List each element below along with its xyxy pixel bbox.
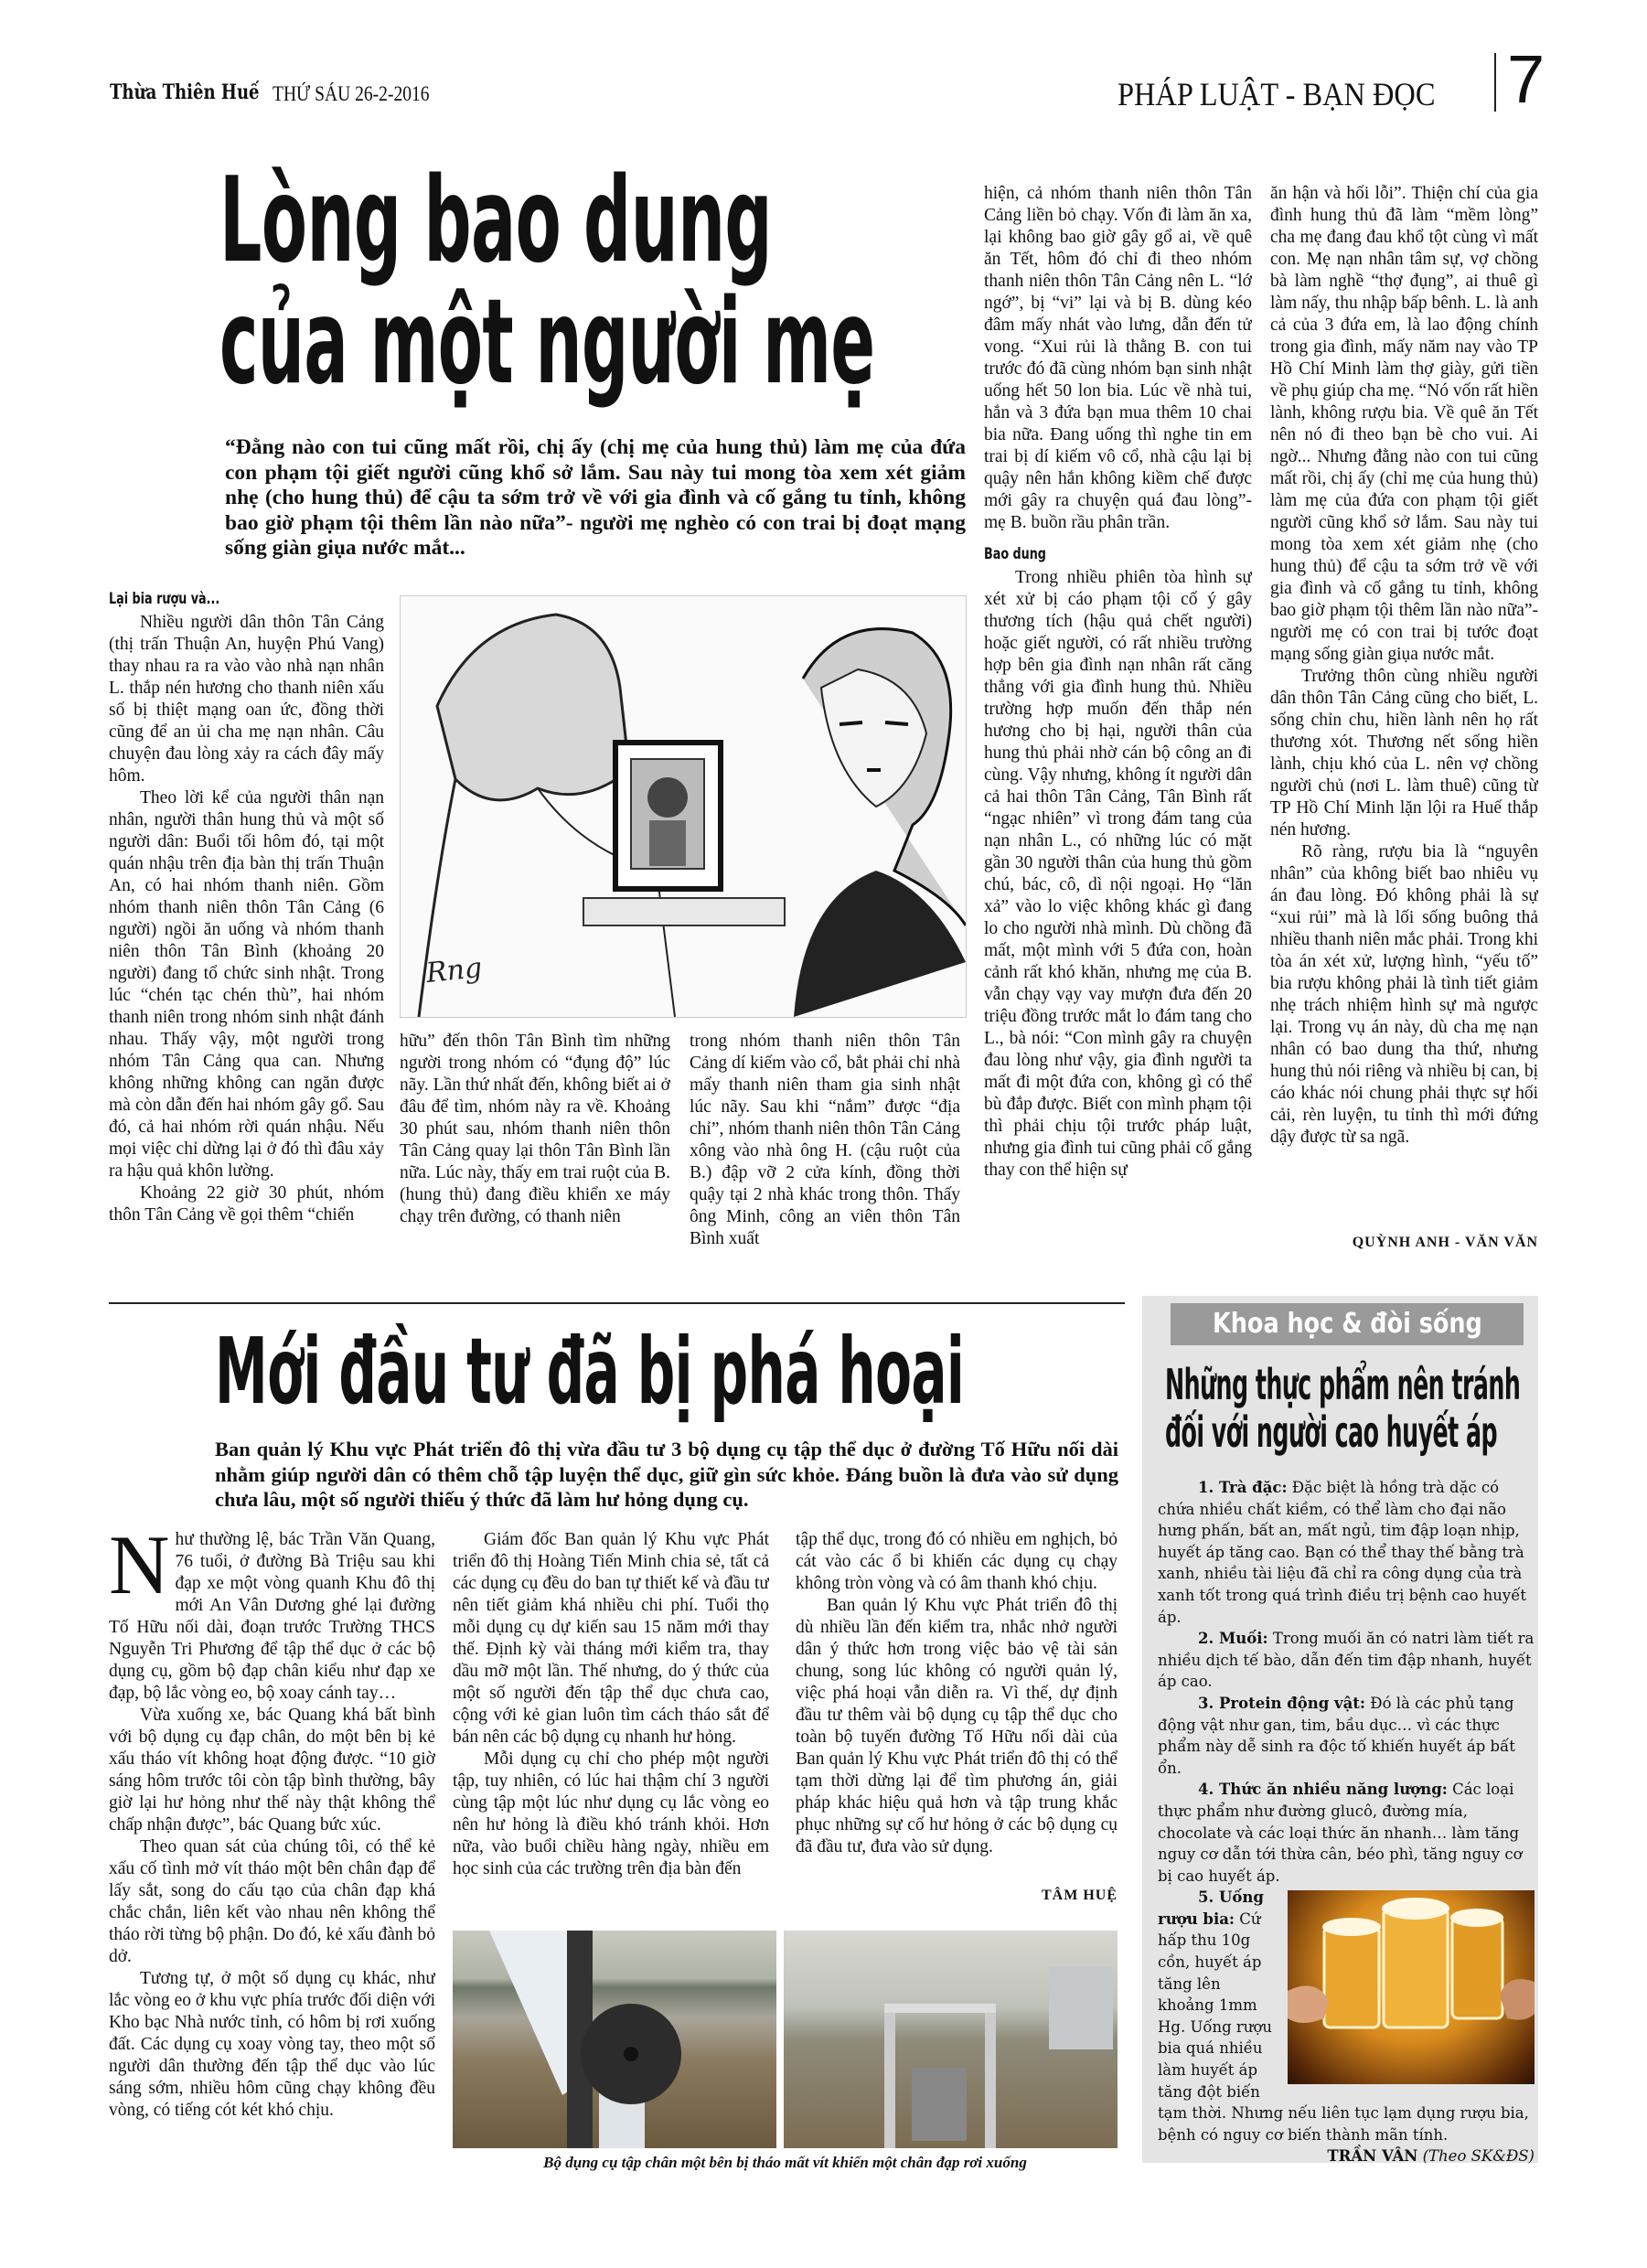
paragraph: Tương tự, ở một số dụng cụ khác, như lắc vòng eo ở khu vực phía trước đối diện với Kho bạc Nhà nước tỉnh, có hôm bị rơi xuống đất. Các dụng cụ xoay vòng tay, theo một số người dân thường đến tập thể dục vào lúc sáng sớm, nhiều hôm cũng chạy không đều vòng, có tiếng cót két khó chịu.	[109, 1969, 435, 2120]
article1-column-3	[690, 1031, 960, 1250]
article1-column-2	[400, 1031, 670, 1250]
sidebar-item	[1158, 1628, 1535, 1693]
photo-caption: Bộ dụng cụ tập chân một bên bị tháo mất vít khiến một chân đạp rơi xuống	[543, 2154, 1027, 2171]
drop-cap: N	[109, 1529, 170, 1611]
article1-column-5	[1270, 183, 1538, 1235]
article2-title: Mới đầu tư đã bị phá hoại	[215, 1318, 965, 1425]
item-text: Trong muối ăn có natri làm tiết ra nhiều dịch tế bào, dẫn đến tim đập nhanh, huyết áp cao.	[1158, 1630, 1535, 1691]
item-text: Đó là các phủ tạng động vật như gan, tim, bầu dục… vì các thực phẩm này dễ sinh ra độc tố khiến huyết áp bất ổn.	[1158, 1694, 1515, 1777]
page-number: 7	[1507, 41, 1545, 117]
article2-column-3	[796, 1529, 1118, 1895]
article2-lead: Ban quản lý Khu vực Phát triển đô thị vừa đầu tư 3 bộ dụng cụ tập thể dục ở đường Tố Hữu nối dài nhằm giúp người dân có thêm chỗ tập luyện thể dục, giữ gìn sức khỏe. Đáng buồn là đưa vào sử dụng chưa lâu, một số người thiếu ý thức đã làm hư hỏng dụng cụ.	[215, 1438, 1118, 1511]
paragraph-text: hư thường lệ, bác Trần Văn Quang, 76 tuổi, ở đường Bà Triệu sau khi đạp xe một vòng quanh Khu đô thị mới An Vân Dương ghé lại đường Tố Hữu nối dài, đoạn trước Trường THCS Nguyễn Tri Phương để tập thể dục ở các bộ dụng cụ, gồm bộ đạp chân kiểu như đạp xe đạp, bộ lắc vòng eo, bộ xoay cánh tay…	[109, 1530, 435, 1703]
item-text: Cứ hấp thu 10g cồn, huyết áp tăng lên khoảng 1mm Hg. Uống rượu bia quá nhiều làm huyết áp tăng đột biến tạm thời. Nhưng nếu liên tục lạm dụng rượu bia, bệnh có nguy cơ biến thành mãn tính.	[1158, 1910, 1529, 2144]
masthead: Thừa Thiên Huế	[110, 80, 260, 104]
paragraph: trong nhóm thanh niên thôn Tân Cảng dí kiếm vào cổ, bắt phải chỉ nhà mấy thanh niên tham gia sinh nhật lúc nãy. Sau khi “nắm” được “địa chỉ”, nhóm thanh niên thôn Tân Cảng xông vào nhà ông H. (cậu ruột của B.) đập vỡ 2 cửa kính, đồng thời quậy tại 2 nhà khác trong thôn. Thấy ông Minh, công an viên thôn Tân Bình xuất	[690, 1032, 960, 1248]
paragraph: Trưởng thôn cùng nhiều người dân thôn Tân Cảng cũng cho biết, L. sống chỉn chu, hiền lành nên họ rất thương xót. Thương nết sống hiền lành, chịu khó của L. nên vợ chồng người chủ (nơi L. làm thuê) cũng từ TP Hồ Chí Minh lặn lội ra Huế thắp nén hương.	[1270, 667, 1538, 840]
mother-sketch-icon	[401, 596, 966, 1017]
article1-illustration	[400, 595, 967, 1018]
paragraph: Theo quan sát của chúng tôi, có thể kẻ xấu cố tình mở vít tháo một bên chân đạp để lấy sắt, song do cấu tạo của chân đạp khá chắc chắn, liên kết vào nhau nên không thể tháo rời từng bộ phận. Do đó, kẻ xấu đành bỏ dở.	[109, 1837, 435, 1966]
paragraph: tập thể dục, trong đó có nhiều em nghịch, bỏ cát vào các ổ bi khiến các dụng cụ chạy không tròn vòng và có âm thanh khó chịu.	[796, 1530, 1118, 1593]
article2-column-1	[109, 1529, 435, 2169]
sidebar-item	[1158, 1477, 1535, 1628]
article2-byline: TÂM HUỆ	[1042, 1888, 1118, 1903]
paragraph: Giám đốc Ban quản lý Khu vực Phát triển đô thị Hoàng Tiến Minh chia sẻ, tất cả các dụng cụ đều do ban tự thiết kế và đầu tư nên tiết giảm khá nhiều chi phí. Tuổi thọ mỗi dụng cụ dự kiến sau 15 năm mới thay thế. Định kỳ vài tháng mới kiểm tra, thay dầu mỡ một lần. Thế nhưng, do ý thức của một số người đến tập thể dục chưa cao, cộng với kẻ gian luôn tìm cách tháo sắt để bán nên các bộ dụng cụ nhanh hư hỏng.	[453, 1530, 769, 1747]
article1-subhead-2: Bao dung	[984, 545, 1046, 563]
illustration-signature: Rng	[424, 951, 484, 990]
section-divider	[109, 1302, 1125, 1304]
item-label: 3. Protein động vật:	[1198, 1694, 1366, 1712]
paragraph: Ban quản lý Khu vực Phát triển đô thị dù nhiều lần đến kiểm tra, nhắc nhở người dân ý thức hơn trong việc bảo vệ tài sản chung, song lúc không có người quản lý, việc phá hoại vẫn diễn ra. Vì thế, dự định đầu tư thêm vài bộ dụng cụ tập thể dục cho toàn bộ tuyến đường Tố Hữu nối dài của Ban quản lý Khu vực Phát triển đô thị có thể tạm thời dừng lại để tìm phương án, giải pháp khác hiệu quả hơn và tập trung khắc phục những sự cố hư hỏng ở các bộ dụng cụ đã đầu tư, đưa vào sử dụng.	[796, 1596, 1118, 1856]
article1-byline: QUỲNH ANH - VĂN VĂN	[1352, 1235, 1538, 1250]
sidebar-item	[1158, 1779, 1535, 1887]
equipment-photo-wide	[784, 1931, 1118, 2148]
item-text: Các loại thực phẩm như đường glucô, đường mía, chocolate và các loại thức ăn nhanh… làm tăng nguy cơ dẫn tới thừa cân, béo phì, tăng nguy cơ bị cao huyết áp.	[1158, 1781, 1523, 1885]
item-label: 5. Uống rượu bia:	[1158, 1888, 1264, 1928]
article2-column-2	[453, 1529, 769, 1913]
header-divider	[1494, 53, 1496, 112]
sidebar-category-tag	[1171, 1303, 1524, 1345]
item-label: 1. Trà đặc:	[1198, 1479, 1288, 1496]
article1-title-line1: Lòng bao dung	[219, 153, 773, 289]
sidebar-item	[1158, 1693, 1535, 1779]
sidebar-title-line1: Những thực phẩm nên tránh	[1165, 1360, 1521, 1409]
item-text: Đặc biệt là hồng trà dặc có chứa nhiều chất kiềm, có thể làm cho đại não hưng phấn, bất an, mất ngủ, tim đập loạn nhịp, huyết áp tăng cao. Bạn có thể thay thế bằng trà xanh, nhiều tài liệu đã chỉ ra công dụng của trà xanh tốt trong quá trình điều trị bệnh cao huyết áp.	[1158, 1479, 1527, 1626]
paragraph: Vừa xuống xe, bác Quang khá bất bình với bộ dụng cụ đạp chân, do một bên bị kẻ xấu tháo vít không hoạt động được. “10 giờ sáng hôm trước tôi còn tập bình thường, bây giờ lại hư hỏng như thế này thật không thể chấp nhận được”, bác Quang bức xúc.	[109, 1706, 435, 1835]
paragraph: Khoảng 22 giờ 30 phút, nhóm thôn Tân Cảng về gọi thêm “chiến	[109, 1183, 384, 1225]
item-label: 2. Muối:	[1198, 1630, 1268, 1648]
beer-mugs-icon	[1288, 1890, 1535, 2084]
exercise-machine-icon	[784, 1931, 1118, 2148]
sidebar-source: (Theo SK&ĐS)	[1422, 2147, 1535, 2166]
equipment-photo-closeup	[453, 1931, 776, 2148]
paragraph: Rõ ràng, rượu bia là “nguyên nhân” của không biết bao nhiêu vụ án đau lòng. Đó không phải là sự “xui rủi” mà là lối sống buông thả nhiều thanh niên mắc phải. Trong khi tòa án xét xử, lượng hình, “yếu tố” bia rượu không phải là tình tiết giảm nhẹ trách nhiệm hình sự mà ngược lại. Trong vụ án này, dù cha mẹ nạn nhân có bao dung tha thứ, nhưng hung thủ nói riêng và nhiều bị can, bị cáo khác nói chung phải thực sự hối cải, rèn luyện, tu tỉnh thì mới đứng dậy được từ sa ngã.	[1270, 842, 1538, 1147]
paragraph: Trong nhiều phiên tòa hình sự xét xử bị cáo phạm tội cố ý gây thương tích (hậu quả chết người) hoặc giết người, có rất nhiều trường hợp bên gia đình nạn nhân rất căng thẳng với gia đình hung thủ. Nhiều trường hợp muốn đến thắp nén hương cho bị hại, người thân của hung thủ phải nhờ cán bộ công an đi cùng. Vậy nhưng, không ít người dân cả hai thôn Tân Cảng, Tân Bình rất “ngạc nhiên” vì trong đám tang của nạn nhân L., có những lúc có mặt gần 30 người thân của hung thủ gồm chú, bác, cô, dì nội ngoại. Họ “lăn xả” vào lo việc không khác gì đang lo cho người nhà mình. Dù chồng đã mất, một mình với 5 đứa con, hoàn cảnh rất khó khăn, nhưng mẹ của B. vẫn chạy vạy vay mượn đưa đến 20 triệu đồng trước mắt lo đám tang cho L., bà nói: “Con mình gây ra chuyện đau lòng như vậy, gia đình người ta mất đi một đứa con, không gì có thể bù đắp được. Biết con mình phạm tội thì phải chịu tội trước pháp luật, nhưng gia đình tui cũng phải cố gắng thay con thể hiện sự	[984, 568, 1252, 1180]
sidebar-byline	[1158, 2145, 1535, 2167]
paragraph	[109, 1529, 435, 1705]
article1-column-1	[109, 588, 384, 1251]
issue-date: THỨ SÁU 26-2-2016	[273, 82, 430, 105]
paragraph: hiện, cả nhóm thanh niên thôn Tân Cảng liền bỏ chạy. Vốn đi làm ăn xa, lại không bao giờ gây gổ ai, về quê ăn Tết, hôm đó chỉ đi theo nhóm thanh niên thôn Tân Cảng nên L. “lớ ngớ”, bị “vі” lại và bị B. dùng kéo đâm mấy nhát vào lưng, dẫn đến tử vong. “Xui rủi là thằng B. con tui trước đó đã cùng nhóm bạn sinh nhật uống hết 50 lon bia. Lúc về nhà tui, hắn và 3 đứa bạn mua thêm 10 chai bia nữa. Đang uống thì nghe tin em trai bị dí kiếm vô cổ, nhà cậu lại bị quậy nên hắn không kiềm chế được mới gây ra chuyện quá đau lòng”- mẹ B. buồn rầu phân trần.	[984, 184, 1252, 532]
article1-title-line2: của một người mẹ	[219, 274, 875, 411]
beer-toast-photo	[1288, 1890, 1535, 2084]
sidebar-author: TRẦN VÂN	[1327, 2147, 1418, 2166]
section-title: PHÁP LUẬT - BẠN ĐỌC	[1118, 76, 1436, 112]
item-label: 4. Thức ăn nhiều năng lượng:	[1198, 1781, 1448, 1799]
sidebar-tag-label: Khoa học & đòi sống	[1212, 1308, 1482, 1340]
article1-lead: “Đằng nào con tui cũng mất rồi, chị ấy (chị mẹ của hung thủ) làm mẹ của đứa con phạm tội giết người cũng khổ sở lắm. Sau này tui mong tòa xem xét giảm nhẹ (cho hung thủ) để cậu ta sớm trở về với gia đình và cố gắng tu tỉnh, không bao giờ phạm tội thêm lần nào nữa”- người mẹ nghèo có con trai bị đoạt mạng sống giàn giụa nước mắt...	[225, 435, 966, 560]
article1-subhead: Lại bia rượu và...	[109, 590, 220, 608]
paragraph: Mỗi dụng cụ chỉ cho phép một người tập, tuy nhiên, có lúc hai thậm chí 3 người cùng tập một lúc như dụng cụ lắc vòng eo nên hư hỏng là điều khó tránh khỏi. Hơn nữa, vào buổi chiều hàng ngày, nhiều em học sinh của các trường trên địa bàn đến	[453, 1749, 769, 1878]
pedal-joint-icon	[453, 1931, 776, 2148]
sidebar-body	[1158, 1477, 1535, 2167]
sidebar-title-line2: đối với người cao huyết áp	[1165, 1407, 1498, 1457]
paragraph: ăn hận và hối lỗi”. Thiện chí của gia đình hung thủ đã làm “mềm lòng” cha mẹ đang đau khổ tột cùng vì mất con. Mẹ nạn nhân tâm sự, vợ chồng bà làm nghề “thợ đụng”, ai thuê gì làm nấy, thu nhập bấp bênh. L. là anh cả của 3 đứa em, là lao động chính trong gia đình, mấy năm nay vào TP Hồ Chí Minh làm thợ giày, gửi tiền về phụ giúp cha mẹ. “Nó vốn rất hiền lành, không rượu bia. Về quê ăn Tết nên nó đi theo bạn bè cho vui. Ai ngờ... Nhưng đằng nào con tui cũng mất rồi, chị ấy (chỉ mẹ của hung thủ) làm mẹ của đứa con phạm tội giết người cũng khổ sở lắm. Sau này tui mong tòa xem xét giảm nhẹ (cho hung thủ) để cậu ta sớm trở về với gia đình và cố gắng tu tỉnh, không bao giờ phạm tội thêm lần nào nữa”- người mẹ có con trai bị tước đoạt mạng sống giàn giụa nước mắt.	[1270, 184, 1538, 664]
article1-column-4	[984, 183, 1252, 1250]
paragraph: Nhiều người dân thôn Tân Cảng (thị trấn Thuận An, huyện Phú Vang) thay nhau ra ra vào vào nhà nạn nhân L. thắp nén hương cho thanh niên xấu số bị thiệt mạng oan ức, đồng thời cũng để an ủi cha mẹ nạn nhân. Câu chuyện đau lòng xảy ra cách đây mấy hôm.	[109, 613, 384, 786]
paragraph: Theo lời kể của người thân nạn nhân, người thân hung thủ và một số người dân: Buổi tối hôm đó, tại một quán nhậu trên địa bàn thị trấn Thuận An, có hai nhóm thanh niên. Gồm nhóm thanh niên thôn Tân Cảng (6 người) ngồi ăn uống và nhóm thanh niên thôn Tân Bình (khoảng 20 người) đang tổ chức sinh nhật. Trong lúc “chén tạc chén thù”, hai nhóm thanh niên trong nhóm sinh nhật đánh nhau. Thấy vậy, một người trong nhóm Tân Cảng qua can. Nhưng không những không can ngăn được mà còn dẫn đến hai nhóm gây gổ. Sau đó, cả hai nhóm rời quán nhậu. Nếu mọi việc chỉ dừng lại ở đó thì đâu xảy ra hậu quả khôn lường.	[109, 788, 384, 1181]
paragraph: hữu” đến thôn Tân Bình tìm những người trong nhóm có “đụng độ” lúc nãy. Lần thứ nhất đến, không biết ai ở đâu để tìm, nhóm này ra về. Khoảng 30 phút sau, nhóm thanh niên thôn Tân Cảng quay lại thôn Tân Bình lần nữa. Lúc này, thấy em trai ruột của B. (hung thủ) đang điều khiển xe máy chạy trên đường, có thanh niên	[400, 1032, 670, 1226]
